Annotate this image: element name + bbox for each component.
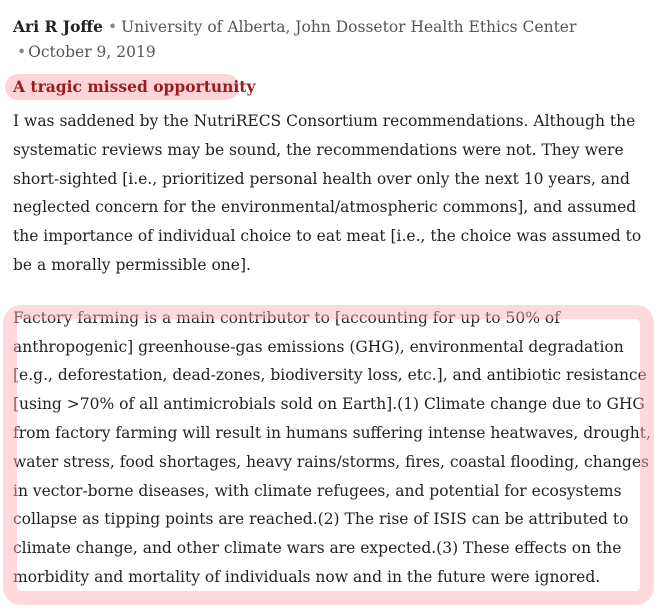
comment-paragraph-2: Factory farming is a main contributor to [accounting for up to 50% of anthropogenic] greenhouse-gas emissions (GHG), environmental degradation [e.g., deforestation, dead-zones, biodiversity loss, etc.], and antibiotic resistance [using >70% of all antimicrobials sold on Earth].(1) Climate change due to GHG from factory farming will result in humans suffering intense heatwaves, drought, water stress, food shortages, heavy rains/storms, fires, coastal flooding, changes in vector-borne diseases, with climate refugees, and potential for ecosystems collapse as tipping points are reached.(2) The rise of ISIS can be attributed to climate change, and other climate wars are expected.(3) These effects on the morbidity and mortality of individuals now and in the future were ignored. (13, 308, 651, 586)
date-separator: • (17, 43, 27, 61)
comment-date: October 9, 2019 (28, 43, 156, 61)
comment-byline (13, 14, 653, 40)
comment-date-line (13, 40, 653, 64)
author-name[interactable]: Ari R Joffe (13, 17, 104, 36)
comment (13, 14, 653, 592)
byline-separator: • (108, 18, 118, 36)
comment-paragraph-1: I was saddened by the NutriRECS Consortium recommendations. Although the systematic reviews may be sound, the recommendations were not. They were short-sighted [i.e., prioritized personal health over only the next 10 years, and neglected concern for the environmental/atmospheric commons], and assumed the importance of individual choice to eat meat [i.e., the choice was assumed to be a morally permissible one]. (13, 112, 642, 274)
author-affiliation: University of Alberta, John Dossetor Health Ethics Center (121, 18, 577, 36)
comment-title: A tragic missed opportunity (13, 77, 256, 96)
comment-title-wrap (13, 76, 653, 106)
